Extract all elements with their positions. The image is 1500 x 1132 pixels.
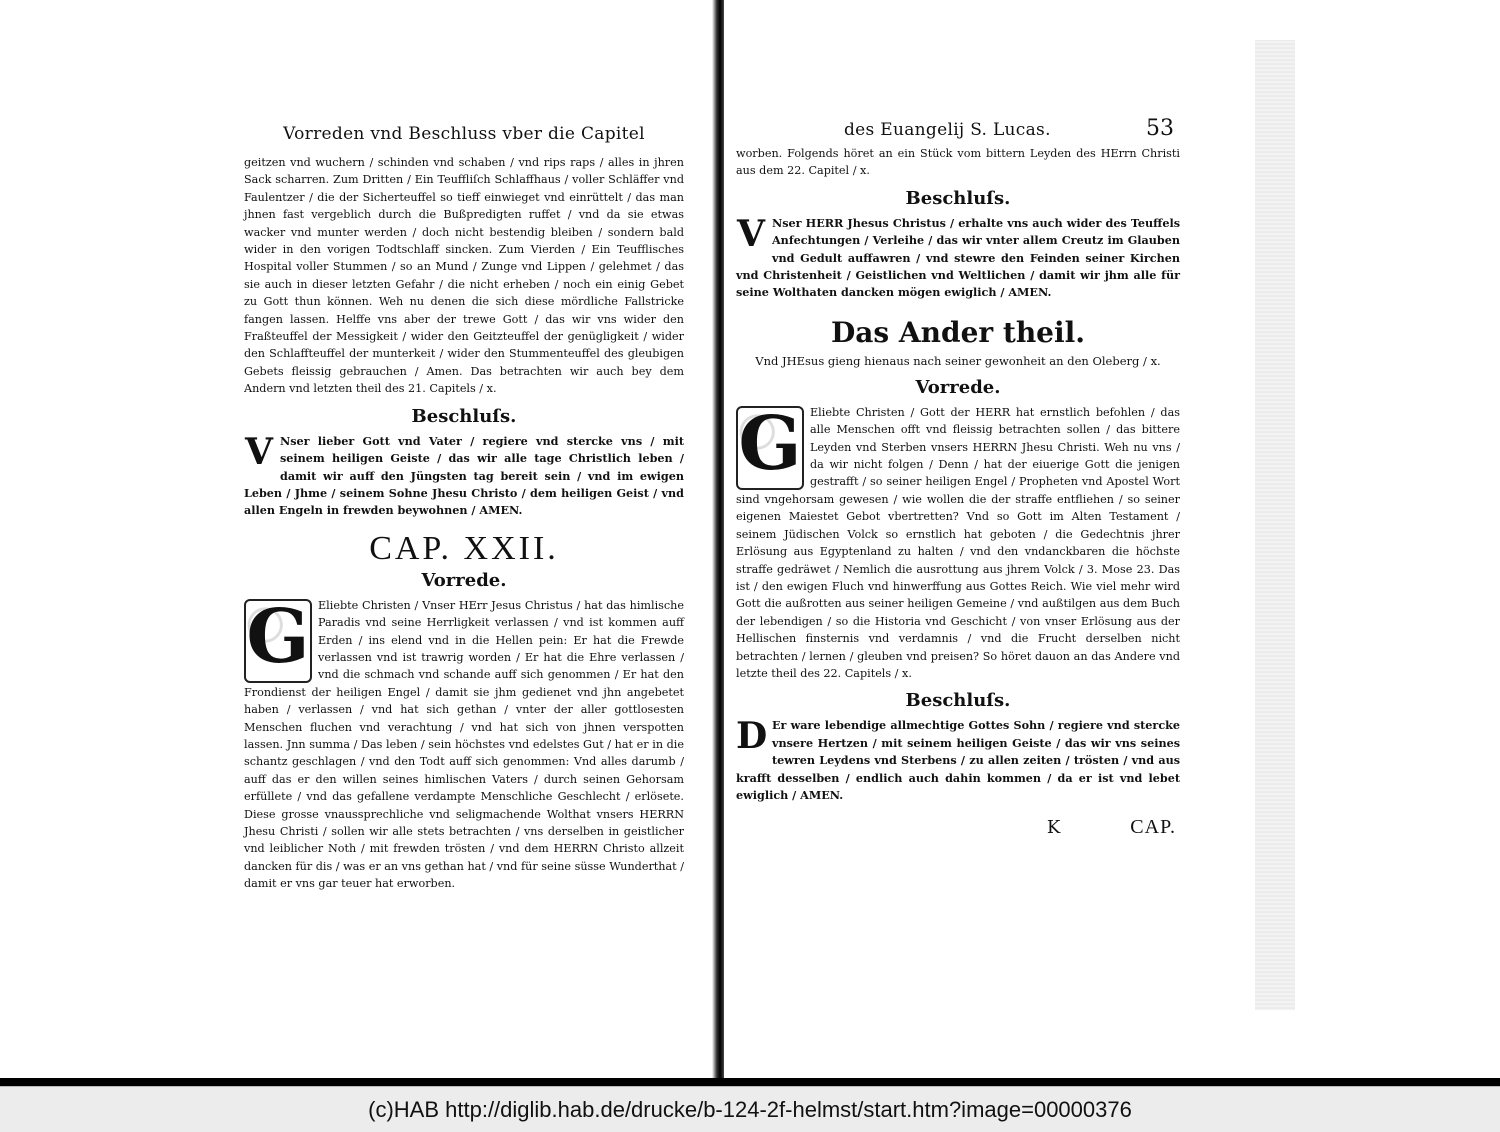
right-vorrede-heading: Vorrede.	[915, 376, 1001, 398]
left-vorrede-text: Eliebte Christen / Vnser HErr Jesus Christus / hat das himlische Paradis vnd seine Herrligkeit verlassen / vnd ist kommen auff Erden / ins elend vnd in die Hellen pein: Er hat die Frewde verlassen vnd ist trawrig worden / Er hat die Ehre verlassen / vnd die schmach vnd schande auff sich genommen / Er hat den Frondienst der heiligen Engel / damit sie jhm gedienet vnd jhn angebetet haben / verlassen / vnd hat sich gethan / vnter der aller gottlosesten Menschen fluchen vnd verachtung / vnd hat sich von jhnen verspotten lassen. Jnn summa / Das leben / sein höchstes vnd edelstes Gut / hat er in die schantz geschlagen / vnd den Todt auff sich genommen: Vnd alles darumb / auff das er den willen seines himlischen Vaters / durch seinen Gehorsam erfüllete / vnd das gefallene verdampte Menschliche Geschlecht / erlösete. Diese grosse vnaussprechliche vnd seligmachende Wolthat vnsers HERRN Jhesu Christi / sollen wir alle stets betrachten / vns derselben in geistlicher vnd leiblicher Noth / mit frewden trösten / vnd dem HERRN Christo allzeit dancken für dis / was er an vns gethan hat / vnd für seine süsse Wunderthat / damit er vns gar teuer hat erworben.	[244, 598, 684, 891]
right-beschluss-text: Nser HERR Jhesus Christus / erhalte vns auch wider des Teuffels Anfechtungen / Verleihe / das wir vnter allem Creutz im Glauben vnd Gedult auffawren / vnd stewre den Feinden seiner Kirchen vnd Christenheit / Geistlichen vnd Weltlichen / damit wir jhm alle für seine Wolthaten dancken mögen ewiglich / AMEN.	[736, 215, 1180, 300]
catchword: CAP.	[1130, 816, 1176, 839]
decorated-initial: V	[245, 430, 273, 473]
decorated-initial: V	[737, 212, 765, 255]
scan-bottom-border	[0, 1078, 1500, 1086]
right-vorrede-block	[736, 400, 1180, 683]
left-beschluss-heading: Beschluſs.	[411, 405, 517, 427]
decorated-initial: G	[736, 406, 804, 490]
page-edge-shadow	[1255, 40, 1295, 1010]
chapter-title: CAP. XXII.	[369, 529, 559, 567]
left-vorrede-block	[244, 593, 684, 893]
right-beschluss2-block	[736, 717, 1180, 804]
right-beschluss2-text: Er ware lebendige allmechtige Gottes Sohn / regiere vnd stercke vnsere Hertzen / mit seinem heiligen Geiste / das wir vns seines tewren Leydens vnd Sterbens / zu allen zeiten / trösten / vnd aus krafft desselben / endlich auch dahin kommen / da er ist vnd lebet ewiglich / AMEN.	[736, 718, 1180, 802]
page-number: 53	[1146, 116, 1174, 141]
decorated-initial: D	[736, 715, 768, 758]
left-text-column	[244, 124, 684, 893]
right-beschluss-heading: Beschluſs.	[905, 187, 1011, 209]
signature-mark: K	[1046, 817, 1061, 839]
part-title: Das Ander theil.	[830, 315, 1086, 349]
left-running-head: Vorreden vnd Beschluss vber die Capitel	[283, 124, 645, 144]
right-intro-paragraph: worben. Folgends höret an ein Stück vom bittern Leyden des HErrn Christi aus dem 22. Capitel / x.	[736, 147, 1180, 178]
decorated-initial: G	[244, 599, 312, 683]
left-vorrede-heading: Vorrede.	[421, 569, 507, 591]
right-running-head	[736, 116, 1180, 141]
part-intro: Vnd JHEsus gieng hienaus nach seiner gewonheit an den Oleberg / x.	[755, 353, 1161, 368]
right-beschluss-block	[736, 212, 1180, 302]
signature-line	[736, 816, 1180, 839]
left-intro-paragraph: geitzen vnd wuchern / schinden vnd schaben / vnd rips raps / alles in jhren Sack scharren. Zum Dritten / Ein Teuffliſch Schlaffhaus / voller Schläffer vnd Faulentzer / die der Sicherteuffel so tieff einwieget vnd einrüttelt / das man jhnen fast vergeblich durch die Bußpredigten ruffet / vnd da sie etwas wacker vnd munter werden / doch nicht bestendig bleiben / sondern bald wider in den vorigen Todtschlaff sincken. Zum Vierden / Ein Teufflisches Hospital voller Stummen / so an Mund / Zunge vnd Lippen / gelehmet / das sie auch in dieser letzten Gefahr / die nicht erheben / noch ein einig Gebet zu Gott thun können. Weh nu denen die sich diese mördliche Fallstricke fangen lassen. Helffe vns aber der trewe Gott / das wir vns wider den Fraßteuffel der Messigkeit / wider den Geitzteuffel der genügligkeit / wider den Schlaffteuffel der munterkeit / wider den Stummenteuffel des gleubigen Gebets fleissig gebrauchen / Amen. Das betrachten wir auch bey dem Andern vnd letzten theil des 21. Capitels / x.	[244, 156, 684, 396]
copyright-footer: (c)HAB http://diglib.hab.de/drucke/b-124-2f-helmst/start.htm?image=00000376	[0, 1086, 1500, 1132]
right-text-column	[736, 116, 1180, 839]
right-running-head-title: des Euangelij S. Lucas.	[844, 120, 1051, 140]
right-vorrede-text: Eliebte Christen / Gott der HERR hat ernstlich befohlen / das alle Menschen offt vnd fleissig betrachten sollen / das bittere Leyden vnd Sterben vnsers HERRN Jhesu Christi. Weh nu vns / da wir nicht folgen / Denn / hat der eiuerige Gott die jenigen gestrafft / so seiner heiligen Engel / Propheten vnd Apostel Wort sind vngehorsam gewesen / wie wollen die der straffe entfliehen / so seiner eigenen Maiestet Gebot vbertretten? Vnd so Gott im Alten Testament / seinem Jüdischen Volck so ernstlich hat geboten / die Gedechtnis jhrer Erlösung aus Egyptenland zu halten / vnd den vndanckbaren die höchste straffe gedräwet / Nemlich die ausrottung aus jhrem Volck / 3. Mose 23. Das ist / den ewigen Fluch vnd hinwerffung aus Gottes Reich. Wie viel mehr wird Gott die außrotten aus seiner heiligen Gemeine / vnd außtilgen aus dem Buch der lebendigen / so die Historia vnd Geschicht / von vnser Erlösung aus der Hellischen finsternis vnd verdamnis / vnd die Frucht derselben nicht betrachten / lernen / gleuben vnd preisen? So höret dauon an das Andere vnd letzte theil des 22. Capitels / x.	[736, 405, 1180, 680]
left-beschluss-block	[244, 430, 684, 520]
left-beschluss-text: Nser lieber Gott vnd Vater / regiere vnd stercke vns / mit seinem heiligen Geiste / das wir alle tage Christlich leben / damit wir auff den Jüngsten tag bereit sein / vnd im ewigen Leben / Jhme / seinem Sohne Jhesu Christo / dem heiligen Geist / vnd allen Engeln in frewden beywohnen / AMEN.	[244, 433, 684, 518]
right-beschluss2-heading: Beschluſs.	[905, 690, 1011, 712]
